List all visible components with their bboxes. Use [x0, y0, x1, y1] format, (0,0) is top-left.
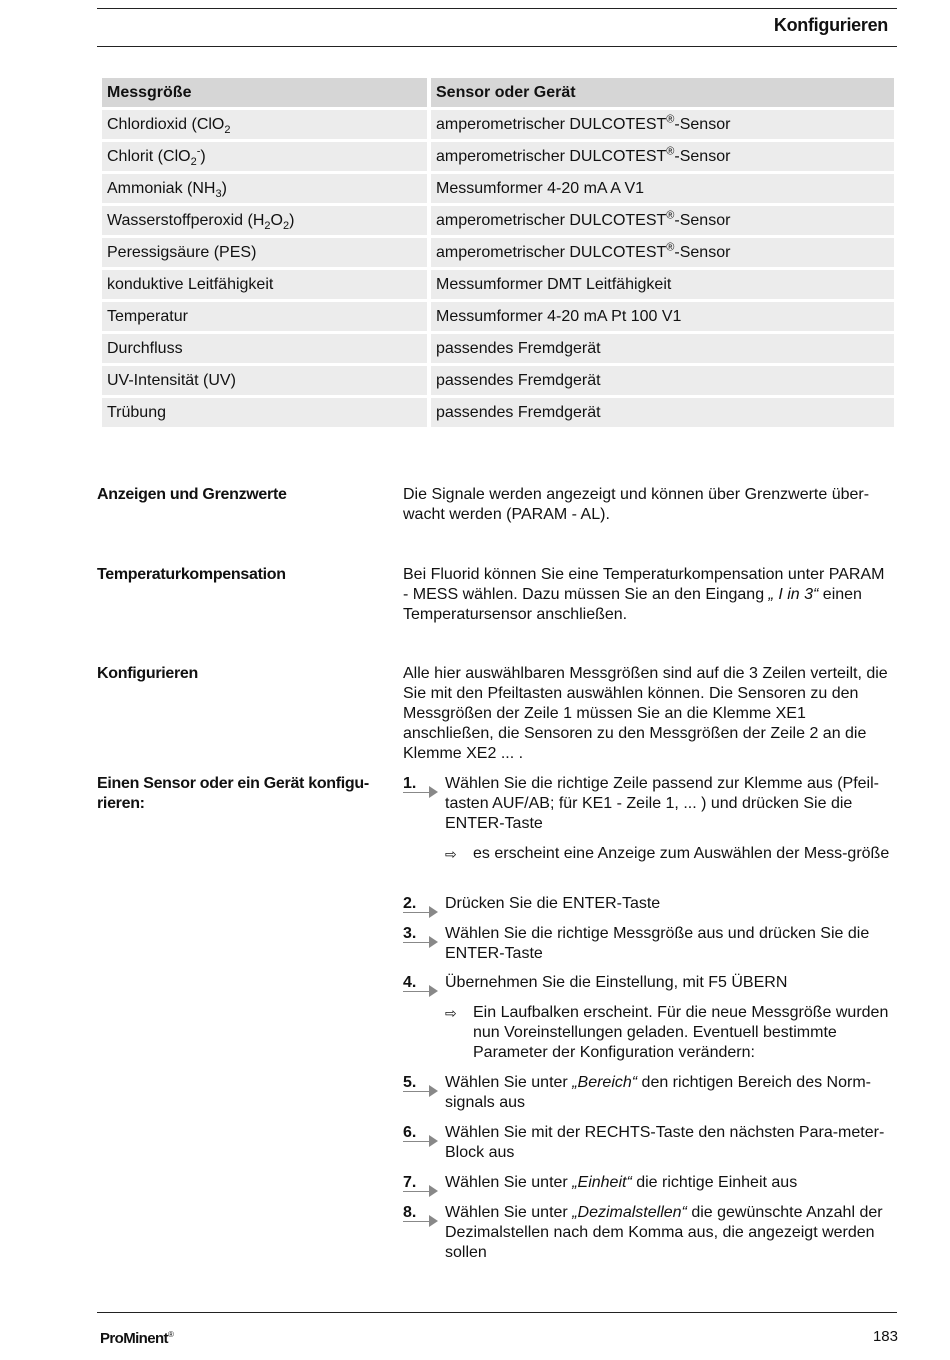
measure-cell: Durchfluss	[102, 334, 427, 363]
device-cell: amperometrischer DULCOTEST®-Sensor	[431, 110, 894, 139]
measure-cell: Trübung	[102, 398, 427, 427]
step-arrow-icon	[429, 1085, 438, 1097]
step-number: 3.	[403, 925, 417, 942]
measure-cell: Ammoniak $(NH_3)$	[102, 174, 427, 203]
step-text: Übernehmen Sie die Einstellung, mit F5 ÜBERN	[445, 974, 788, 991]
step-arrow-icon	[429, 1215, 438, 1227]
step-arrow-icon	[429, 1185, 438, 1197]
device-cell: passendes Fremdgerät	[431, 366, 894, 395]
measurement-table	[98, 75, 898, 430]
device-cell: amperometrischer DULCOTEST®-Sensor	[431, 206, 894, 235]
step-arrow-icon	[429, 985, 438, 997]
result-arrow-icon: ⇨	[445, 1005, 457, 1021]
table-row	[102, 174, 894, 203]
step-arrow-icon	[429, 786, 438, 798]
step-number: 2.	[403, 895, 417, 912]
step-arrow-icon	[429, 936, 438, 948]
step-text: Wählen Sie unter „Dezimalstellen“ die gewünschte Anzahl der Dezimalstellen nach dem Komma aus, die angezeigt werden sollen	[445, 1204, 883, 1261]
table-row	[102, 270, 894, 299]
step-text: Drücken Sie die ENTER-Taste	[445, 895, 661, 912]
step-arrow-icon	[429, 1135, 438, 1147]
step-number: 5.	[403, 1074, 417, 1091]
section-text-konfigurieren: Alle hier auswählbaren Messgrößen sind auf die 3 Zeilen verteilt, die Sie mit den Pfeiltasten auswählen können. Die Sensoren zu den Messgrößen der Zeile 1 müssen Sie an die Klemme XE1 anschließen, die Sensoren zu den Messgrößen der Zeile 2 an die Klemme XE2 ... .	[403, 665, 888, 762]
section-label-sensor: Einen Sensor oder ein Gerät konfigu-rieren:	[97, 775, 369, 812]
page-title: Konfigurieren	[773, 15, 888, 35]
result-text: es erscheint eine Anzeige zum Auswählen der Mess-größe	[473, 845, 890, 862]
step-number: 8.	[403, 1204, 417, 1221]
device-cell: amperometrischer DULCOTEST®-Sensor	[431, 238, 894, 267]
result-text: Ein Laufbalken erscheint. Für die neue Messgröße wurden nun Voreinstellungen geladen. Eventuell bestimmte Parameter der Konfiguration verändern:	[473, 1004, 889, 1061]
device-cell: Messumformer 4-20 mA A V1	[431, 174, 894, 203]
measure-cell: UV-Intensität (UV)	[102, 366, 427, 395]
device-cell: passendes Fremdgerät	[431, 398, 894, 427]
table-row	[102, 206, 894, 235]
header-bottom-rule	[97, 46, 897, 47]
step-arrow-icon	[429, 906, 438, 918]
table-row	[102, 110, 894, 139]
table-row	[102, 366, 894, 395]
footer-rule	[97, 1312, 897, 1313]
section-label-anzeigen: Anzeigen und Grenzwerte	[97, 486, 287, 503]
section-label-temperatur: Temperaturkompensation	[97, 566, 286, 583]
measure-cell: Chlordioxid (ClO$_2$	[102, 110, 427, 139]
section-text-anzeigen: Die Signale werden angezeigt und können über Grenzwerte über-wacht werden (PARAM - AL).	[403, 486, 870, 523]
device-cell: amperometrischer DULCOTEST®-Sensor	[431, 142, 894, 171]
table-row	[102, 142, 894, 171]
device-cell: passendes Fremdgerät	[431, 334, 894, 363]
page-number: 183	[872, 1328, 898, 1345]
step-number: 6.	[403, 1124, 417, 1141]
result-arrow-icon: ⇨	[445, 846, 457, 862]
section-text-temperatur: Bei Fluorid können Sie eine Temperaturkompensation unter PARAM - MESS wählen. Dazu müssen Sie an den Eingang „ I in 3“ einen Temperatursensor anschließen.	[403, 566, 885, 623]
header-top-rule	[97, 8, 897, 9]
table-row	[102, 238, 894, 267]
step-number: 7.	[403, 1174, 417, 1191]
measure-cell: Peressigsäure (PES)	[102, 238, 427, 267]
device-cell: Messumformer 4-20 mA Pt 100 V1	[431, 302, 894, 331]
step-text: Wählen Sie unter „Einheit“ die richtige Einheit aus	[445, 1174, 798, 1191]
table-header-row	[102, 78, 894, 107]
column-header-measure: Messgröße	[102, 78, 427, 107]
measure-cell: konduktive Leitfähigkeit	[102, 270, 427, 299]
step-text: Wählen Sie mit der RECHTS-Taste den nächsten Para-meter-Block aus	[445, 1124, 885, 1161]
measure-cell: Wasserstoffperoxid $(H_2O_2)$	[102, 206, 427, 235]
step-text: Wählen Sie die richtige Messgröße aus und drücken Sie die ENTER-Taste	[445, 925, 870, 962]
table-row	[102, 398, 894, 427]
measure-cell: Temperatur	[102, 302, 427, 331]
step-text: Wählen Sie unter „Bereich“ den richtigen Bereich des Norm-signals aus	[445, 1074, 871, 1111]
table-row	[102, 334, 894, 363]
step-number: 1.	[403, 775, 417, 792]
step-text: Wählen Sie die richtige Zeile passend zur Klemme aus (Pfeil-tasten AUF/AB; für KE1 - Zeile 1, ... ) und drücken Sie die ENTER-Taste	[445, 775, 879, 832]
device-cell: Messumformer DMT Leitfähigkeit	[431, 270, 894, 299]
measure-cell: Chlorit (ClO$_2$-)	[102, 142, 427, 171]
column-header-device: Sensor oder Gerät	[431, 78, 894, 107]
prominent-logo: ProMinent®	[100, 1330, 174, 1347]
table-row	[102, 302, 894, 331]
section-label-konfigurieren: Konfigurieren	[97, 665, 198, 682]
step-number: 4.	[403, 974, 417, 991]
